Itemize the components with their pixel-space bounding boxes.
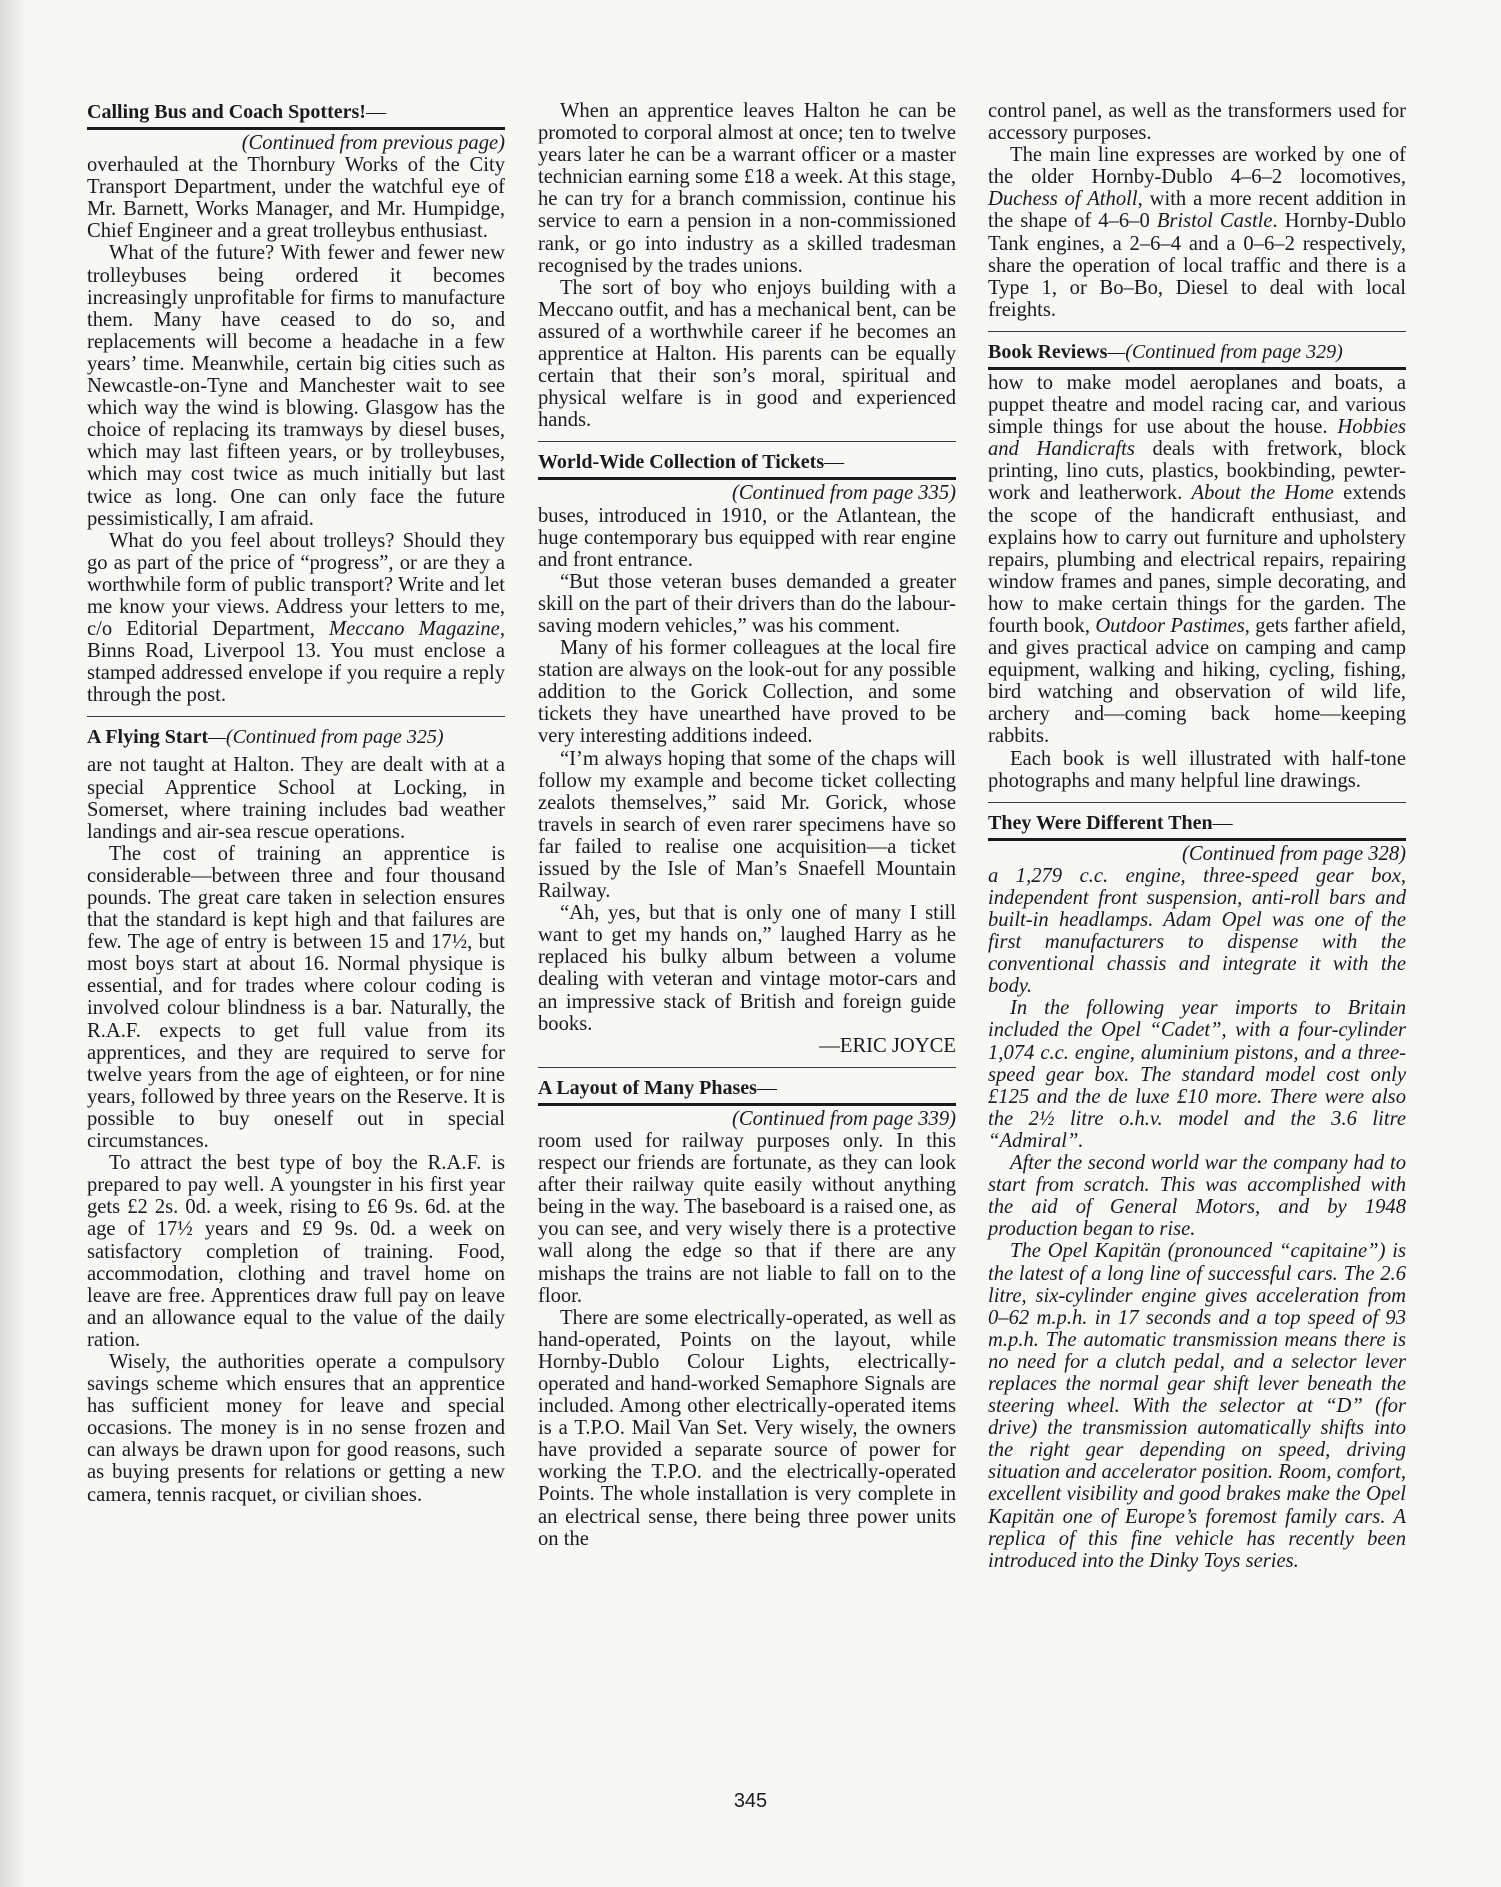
paragraph: overhauled at the Thornbury Works of the City Transport Department, under the watchful eye of Mr. Barnett, Works Manager, and Mr. Humpidge, Chief Engineer and a great trolleybus enthusiast. [87, 154, 505, 243]
paragraph: The sort of boy who enjoys building with a Meccano outfit, and has a mechanical bent, can be assured of a worthwhile career if he becomes an apprentice at Halton. His parents can be equally certain that their son’s moral, spiritual and physical welfare is in good and experienced hands. [538, 276, 956, 432]
paragraph: “Ah, yes, but that is only one of many I still want to get my hands on,” laughed Harry as he replaced his bulky album between a volume dealing with veteran and vintage motor-cars and an impressive stack of British and foreign guide books. [538, 902, 956, 1035]
page-edge-shadow [0, 0, 26, 1887]
paragraph: are not taught at Halton. They are dealt with at a special Apprentice School at Locking, in Somerset, where training includes bad weather landings and air-sea rescue operations. [87, 754, 505, 843]
article-heading-tickets: World-Wide Collection of Tickets— [538, 450, 956, 480]
paragraph: “I’m always hoping that some of the chaps will follow my example and become ticket collecting zealots themselves,” said Mr. Gorick, whose travels in search of even rarer specimens have so far failed to realise one acquisition—a ticket issued by the Isle of Man’s Snaefell Mountain Railway. [538, 747, 956, 903]
paragraph: To attract the best type of boy the R.A.F. is prepared to pay well. A youngster in his first year gets £2 2s. 0d. a week, rising to £6 9s. 6d. at the age of 17½ years and £9 9s. 0d. a week on satisfactory completion of training. Food, accommodation, clothing and travel home on leave are free. Apprentices draw full pay on leave and an allowance equal to the value of the daily ration. [87, 1152, 505, 1351]
paragraph: control panel, as well as the transformers used for accessory purposes. [988, 100, 1406, 145]
paragraph: “But those veteran buses demanded a greater skill on the part of their drivers than do the labour-saving modern vehicles,” was his comment. [538, 570, 956, 637]
paragraph: how to make model aeroplanes and boats, a puppet theatre and model racing car, and various simple things for use about the house. Hobbies and Handicrafts deals with fretwork, block printing, lino cuts, plastics, bookbinding, pewter-work and leatherwork. About the Home extends the scope of the handicraft enthusiast, and explains how to carry out furniture and upholstery repairs, plumbing and electrical repairs, repairing window frames and panes, simple decorating, and how to make certain things for the garden. The fourth book, Outdoor Pastimes, gets farther afield, and gives practical advice on camping and camp equipment, walking and hiking, cycling, fishing, bird watching and observation of wild life, archery and—coming back home—keeping rabbits. [988, 371, 1407, 748]
paragraph: Each book is well illustrated with half-tone photographs and many helpful line drawings. [988, 747, 1406, 792]
page-number: 345 [733, 1790, 768, 1812]
article-heading-layout: A Layout of Many Phases— [538, 1076, 956, 1106]
paragraph: There are some electrically-operated, as well as hand-operated, Points on the layout, while Hornby-Dublo Colour Lights, electrically-operated and hand-worked Semaphore Signals are included. Among other electrically-operated items is a T.P.O. Mail Van Set. Very wisely, the owners have provided a separate source of power for working the T.P.O. and the electrically-operated Points. The whole installation is very complete in an electrical sense, there being three power units on the [538, 1306, 956, 1550]
column-middle [538, 100, 956, 1550]
paragraph: What of the future? With fewer and fewer new trolleybuses being ordered it becomes increasingly unprofitable for firms to manufacture them. Many have ceased to do so, and replacements will become a headache in a few years’ time. Meanwhile, certain big cities such as Newcastle-on-Tyne and Manchester wait to see which way the wind is blowing. Glasgow has the choice of replacing its tramways by diesel buses, which may last fifteen years, or by trolleybuses, which may cost twice as much initially but last twice as long. One can only face the future pessimistically, I am afraid. [87, 242, 505, 530]
paragraph: The cost of training an apprentice is considerable—between three and four thousand pounds. The great care taken in selection ensures that the standard is kept high and that failures are few. The age of entry is between 15 and 17½, but most boys start at about 16. Normal physique is essential, and for trades where colour coding is involved colour blindness is a bar. Naturally, the R.A.F. expects to get full value from its apprentices, and they are required to serve for twelve years from the age of eighteen, or for nine years, followed by three years on the Reserve. It is possible to buy oneself out in special circumstances. [87, 842, 505, 1153]
article-heading-book-reviews: Book Reviews—(Continued from page 329) [988, 340, 1406, 370]
column-left [87, 100, 505, 1506]
paragraph: a 1,279 c.c. engine, three-speed gear box, independent front suspension, anti-roll bars and built-in headlamps. Adam Opel was one of the first manufacturers to dispense with the conventional chassis and integrate it with the body. [988, 864, 1406, 998]
paragraph: Wisely, the authorities operate a compulsory savings scheme which ensures that an apprentice has sufficient money for leave and special occasions. The money is in no sense frozen and can always be drawn upon for good reasons, such as buying presents for relations or getting a new camera, tennis racquet, or civilian shoes. [87, 1350, 505, 1506]
paragraph: room used for railway purposes only. In this respect our friends are fortunate, as they can look after their railway quite easily without anything being in the way. The baseboard is a raised one, as you can see, and very wisely there is a protective wall along the edge so that if there are any mishaps the trains are not liable to fall on to the floor. [538, 1129, 956, 1307]
continued-note: (Continued from page 339) [731, 1107, 956, 1130]
section-divider [988, 802, 1406, 803]
article-heading-flying-start: A Flying Start—(Continued from page 325) [87, 726, 444, 749]
author-signoff: —ERIC JOYCE [819, 1034, 956, 1057]
paragraph: After the second world war the company had to start from scratch. This was accomplished with the aid of General Motors, and by 1948 production began to rise. [988, 1152, 1406, 1241]
section-divider [538, 441, 956, 442]
paragraph: buses, introduced in 1910, or the Atlantean, the huge contemporary bus equipped with rear engine and front entrance. [538, 504, 956, 571]
paragraph: Many of his former colleagues at the local fire station are always on the look-out for any possible addition to the Gorick Collection, and some tickets they have unearthed have proved to be very interesting additions indeed. [538, 637, 956, 748]
continued-note: (Continued from previous page) [241, 132, 505, 154]
paragraph: The Opel Kapitän (pronounced “capitaine”) is the latest of a long line of successful cars. The 2.6 litre, six-cylinder engine gives acceleration from 0–62 m.p.h. in 17 seconds and a top speed of 93 m.p.h. The automatic transmission means there is no need for a clutch pedal, and a selector lever replaces the normal gear shift lever beneath the steering wheel. With the selector at “D” (for drive) the transmission automatically shifts into the right gear depending on speed, driving situation and accelerator position. Room, comfort, excellent visibility and good brakes make the Opel Kapitän one of Europe’s foremost family cars. A replica of this fine vehicle has recently been introduced into the Dinky Toys series. [988, 1240, 1406, 1572]
paragraph: In the following year imports to Britain included the Opel “Cadet”, with a four-cylinder 1,074 c.c. engine, aluminium pistons, and a three-speed gear box. The standard model cost only £125 and the de luxe £10 more. There were also the 2½ litre o.h.v. model and the 3.6 litre “Admiral”. [988, 997, 1406, 1152]
paragraph: What do you feel about trolleys? Should they go as part of the price of “progress”, or are they a worthwhile form of public transport? Write and let me know your views. Address your letters to me, c/o Editorial Department, Meccano Magazine, Binns Road, Liverpool 13. You must enclose a stamped addressed envelope if you require a reply through the post. [87, 529, 505, 707]
continued-note: (Continued from page 328) [1181, 842, 1406, 865]
section-divider [87, 716, 505, 717]
article-heading-different-then: They Were Different Then— [988, 811, 1406, 841]
continued-note: (Continued from page 335) [731, 482, 956, 505]
paragraph: The main line expresses are worked by one of the older Hornby-Dublo 4–6–2 locomotives, Duchess of Atholl, with a more recent addition in the shape of 4–6–0 Bristol Castle. Hornby-Dublo Tank engines, a 2–6–4 and a 0–6–2 respectively, share the operation of local traffic and there is a Type 1, or Bo–Bo, Diesel to deal with local freights. [988, 144, 1406, 321]
paragraph: When an apprentice leaves Halton he can be promoted to corporal almost at once; ten to twelve years later he can be a warrant officer or a master technician earning some £18 a week. At this stage, he can try for a branch commission, continue his service to earn a pension in a non-commissioned rank, or go into industry as a skilled tradesman recognised by the trades unions. [538, 100, 956, 277]
article-heading-bus-spotters: Calling Bus and Coach Spotters!— [87, 100, 505, 130]
section-divider [538, 1067, 956, 1068]
section-divider [988, 331, 1406, 332]
column-right [988, 100, 1406, 1572]
